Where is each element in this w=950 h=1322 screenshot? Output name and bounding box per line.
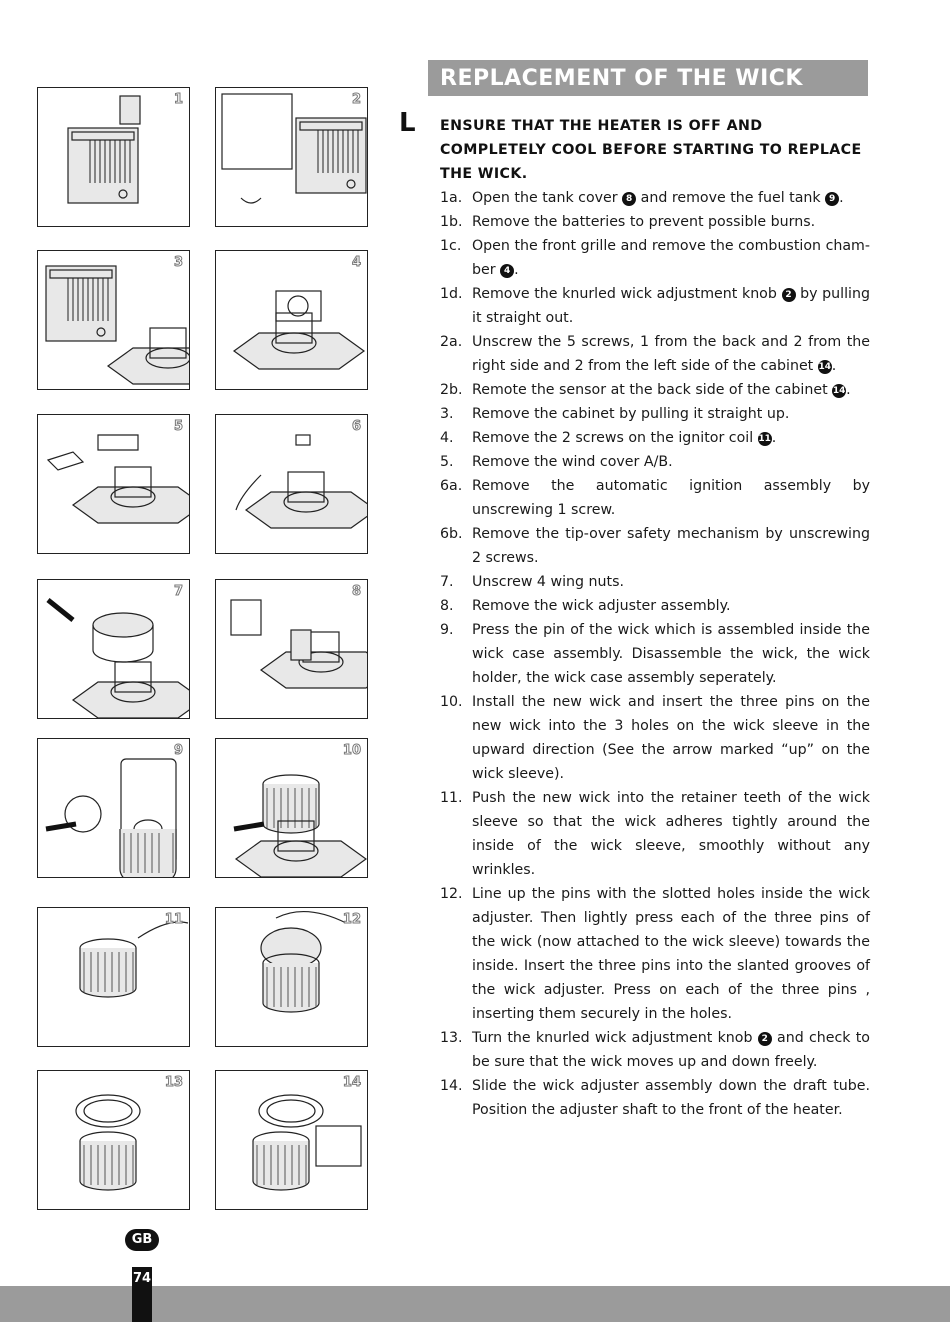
illustration-panel — [215, 738, 368, 878]
panel-number: 1 — [173, 92, 183, 107]
step-item — [440, 522, 870, 570]
step-text: Remove the wick adjuster assembly. — [472, 598, 731, 614]
heater-diagram-drawing — [38, 88, 189, 226]
step-number: 3. — [440, 406, 454, 422]
step-text-part: by pulling it straight out. — [472, 286, 870, 326]
step-number: 13. — [440, 1030, 463, 1046]
illustration-panel — [215, 1070, 368, 1210]
step-text-part: Unscrew the 5 screws, 1 from the back and 2 from the right side and 2 from the left side of the cabinet — [472, 334, 870, 374]
step-number: 14. — [440, 1078, 463, 1094]
step-item — [440, 210, 870, 234]
step-item — [440, 282, 870, 330]
step-text — [472, 186, 870, 210]
step-text — [472, 1026, 870, 1074]
reference-number: 9 — [825, 192, 839, 206]
step-item — [440, 618, 870, 690]
step-text — [472, 330, 870, 378]
step-item — [440, 450, 870, 474]
heater-diagram-drawing — [38, 1071, 189, 1209]
step-item — [440, 378, 870, 402]
step-number: 10. — [440, 694, 463, 710]
step-text: Slide the wick adjuster assembly down the draft tube. Position the adjuster shaft to the front of the heater. — [472, 1078, 870, 1118]
section-title: REPLACEMENT OF THE WICK — [428, 60, 868, 96]
illustration-panel — [215, 87, 368, 227]
step-item — [440, 690, 870, 786]
step-item — [440, 330, 870, 378]
step-text-part: Turn the knurled wick adjustment knob — [472, 1030, 758, 1046]
step-text: Remove the tip-over safety mechanism by unscrewing 2 screws. — [472, 526, 870, 566]
step-number: 1a. — [440, 190, 463, 206]
step-text-part: Open the tank cover — [472, 190, 623, 206]
step-text-part: Remove the knurled wick adjustment knob — [472, 286, 782, 302]
reference-number: 2 — [758, 1032, 772, 1046]
step-text-part: . — [514, 262, 519, 278]
step-number: 1b. — [440, 214, 463, 230]
panel-number: 11 — [164, 912, 183, 927]
step-number: 5. — [440, 454, 454, 470]
step-item — [440, 1074, 870, 1122]
step-text — [472, 378, 870, 402]
panel-number: 4 — [351, 255, 361, 270]
step-text — [472, 234, 870, 282]
page-number: 74 — [132, 1267, 152, 1322]
illustration-panel — [215, 579, 368, 719]
step-text: Remove the automatic ignition assembly by unscrewing 1 screw. — [472, 478, 870, 518]
heater-diagram-drawing — [38, 739, 189, 877]
step-item — [440, 594, 870, 618]
illustration-panel — [37, 1070, 190, 1210]
step-text: Install the new wick and insert the three pins on the new wick into the 3 holes on the wick sleeve in the upward direction (See the arrow marked “up” on the wick sleeve). — [472, 694, 870, 782]
heater-diagram-drawing — [38, 415, 189, 553]
panel-number: 6 — [351, 419, 361, 434]
step-item — [440, 1026, 870, 1074]
heater-diagram-drawing — [216, 739, 367, 877]
step-text-part: . — [846, 382, 851, 398]
step-number: 4. — [440, 430, 454, 446]
step-item — [440, 426, 870, 450]
step-number: 1c. — [440, 238, 462, 254]
illustration-panel — [37, 738, 190, 878]
step-text: Remove the batteries to prevent possible burns. — [472, 214, 816, 230]
step-text: Push the new wick into the retainer teeth of the wick sleeve so that the wick adheres tightly around the inside of the wick sleeve, smoothly without any wrinkles. — [472, 790, 870, 878]
section-letter: L — [399, 108, 416, 138]
panel-number: 9 — [173, 743, 183, 758]
step-number: 9. — [440, 622, 454, 638]
step-text: Unscrew 4 wing nuts. — [472, 574, 624, 590]
step-text-part: Open the front grille and remove the combustion cham-ber — [472, 238, 870, 278]
illustration-panel — [37, 250, 190, 390]
step-item — [440, 570, 870, 594]
heater-diagram-drawing — [38, 580, 189, 718]
step-number: 6b. — [440, 526, 463, 542]
step-number: 1d. — [440, 286, 463, 302]
panel-number: 12 — [342, 912, 361, 927]
step-text: Remove the wind cover A/B. — [472, 454, 673, 470]
panel-number: 3 — [173, 255, 183, 270]
panel-number: 14 — [342, 1075, 361, 1090]
reference-number: 14 — [832, 386, 846, 396]
heater-diagram-drawing — [216, 1071, 367, 1209]
panel-number: 7 — [173, 584, 183, 599]
step-number: 7. — [440, 574, 454, 590]
step-item — [440, 234, 870, 282]
step-number: 2a. — [440, 334, 463, 350]
step-item — [440, 882, 870, 1026]
reference-number: 2 — [782, 288, 796, 302]
illustration-panel — [37, 579, 190, 719]
safety-warning: ENSURE THAT THE HEATER IS OFF AND COMPLETELY COOL BEFORE STARTING TO REPLACE THE WICK. — [440, 118, 862, 182]
instruction-steps — [440, 186, 870, 1122]
step-number: 2b. — [440, 382, 463, 398]
illustration-panel — [215, 907, 368, 1047]
step-number: 6a. — [440, 478, 463, 494]
step-text: Press the pin of the wick which is assembled inside the wick case assembly. Disassemble the wick, the wick holder, the wick case assembly seperately. — [472, 622, 870, 686]
step-item — [440, 786, 870, 882]
illustration-panel — [37, 87, 190, 227]
panel-number: 2 — [351, 92, 361, 107]
reference-number: 14 — [818, 362, 832, 372]
heater-diagram-drawing — [38, 908, 189, 1046]
heater-diagram-drawing — [38, 251, 189, 389]
illustration-panel — [215, 414, 368, 554]
step-number: 11. — [440, 790, 463, 806]
reference-number: 4 — [500, 264, 514, 278]
step-text — [472, 282, 870, 330]
panel-number: 13 — [164, 1075, 183, 1090]
panel-number: 8 — [351, 584, 361, 599]
step-text: Remove the cabinet by pulling it straight up. — [472, 406, 790, 422]
language-badge: GB — [125, 1229, 159, 1251]
panel-number: 10 — [342, 743, 361, 758]
step-text: Line up the pins with the slotted holes inside the wick adjuster. Then lightly press each of the three pins of the wick (now attached to the wick sleeve) towards the inside. Insert the three pins into the slanted grooves of the wick adjuster. Press on each of the three pins , inserting them securely in the holes. — [472, 886, 870, 1022]
heater-diagram-drawing — [216, 251, 367, 389]
step-item — [440, 402, 870, 426]
step-text-part: Remote the sensor at the back side of the cabinet — [472, 382, 833, 398]
step-number: 12. — [440, 886, 463, 902]
illustration-panel — [215, 250, 368, 390]
step-number: 8. — [440, 598, 454, 614]
illustration-panel — [37, 414, 190, 554]
step-text-part: . — [839, 190, 844, 206]
heater-diagram-drawing — [216, 415, 367, 553]
reference-number: 11 — [758, 434, 771, 444]
panel-number: 5 — [173, 419, 183, 434]
reference-number: 8 — [622, 192, 636, 206]
step-text-part: . — [771, 430, 777, 446]
heater-diagram-drawing — [216, 88, 367, 226]
step-text-part: and check to be sure that the wick moves up and down freely. — [472, 1030, 870, 1070]
illustration-panel — [37, 907, 190, 1047]
step-item — [440, 474, 870, 522]
heater-diagram-drawing — [216, 908, 367, 1046]
step-item — [440, 186, 870, 210]
step-text — [472, 426, 870, 450]
step-text-part: . — [831, 358, 837, 374]
step-text-part: and remove the fuel tank — [636, 190, 826, 206]
step-text-part: Remove the 2 screws on the ignitor coil — [472, 430, 758, 446]
heater-diagram-drawing — [216, 580, 367, 718]
